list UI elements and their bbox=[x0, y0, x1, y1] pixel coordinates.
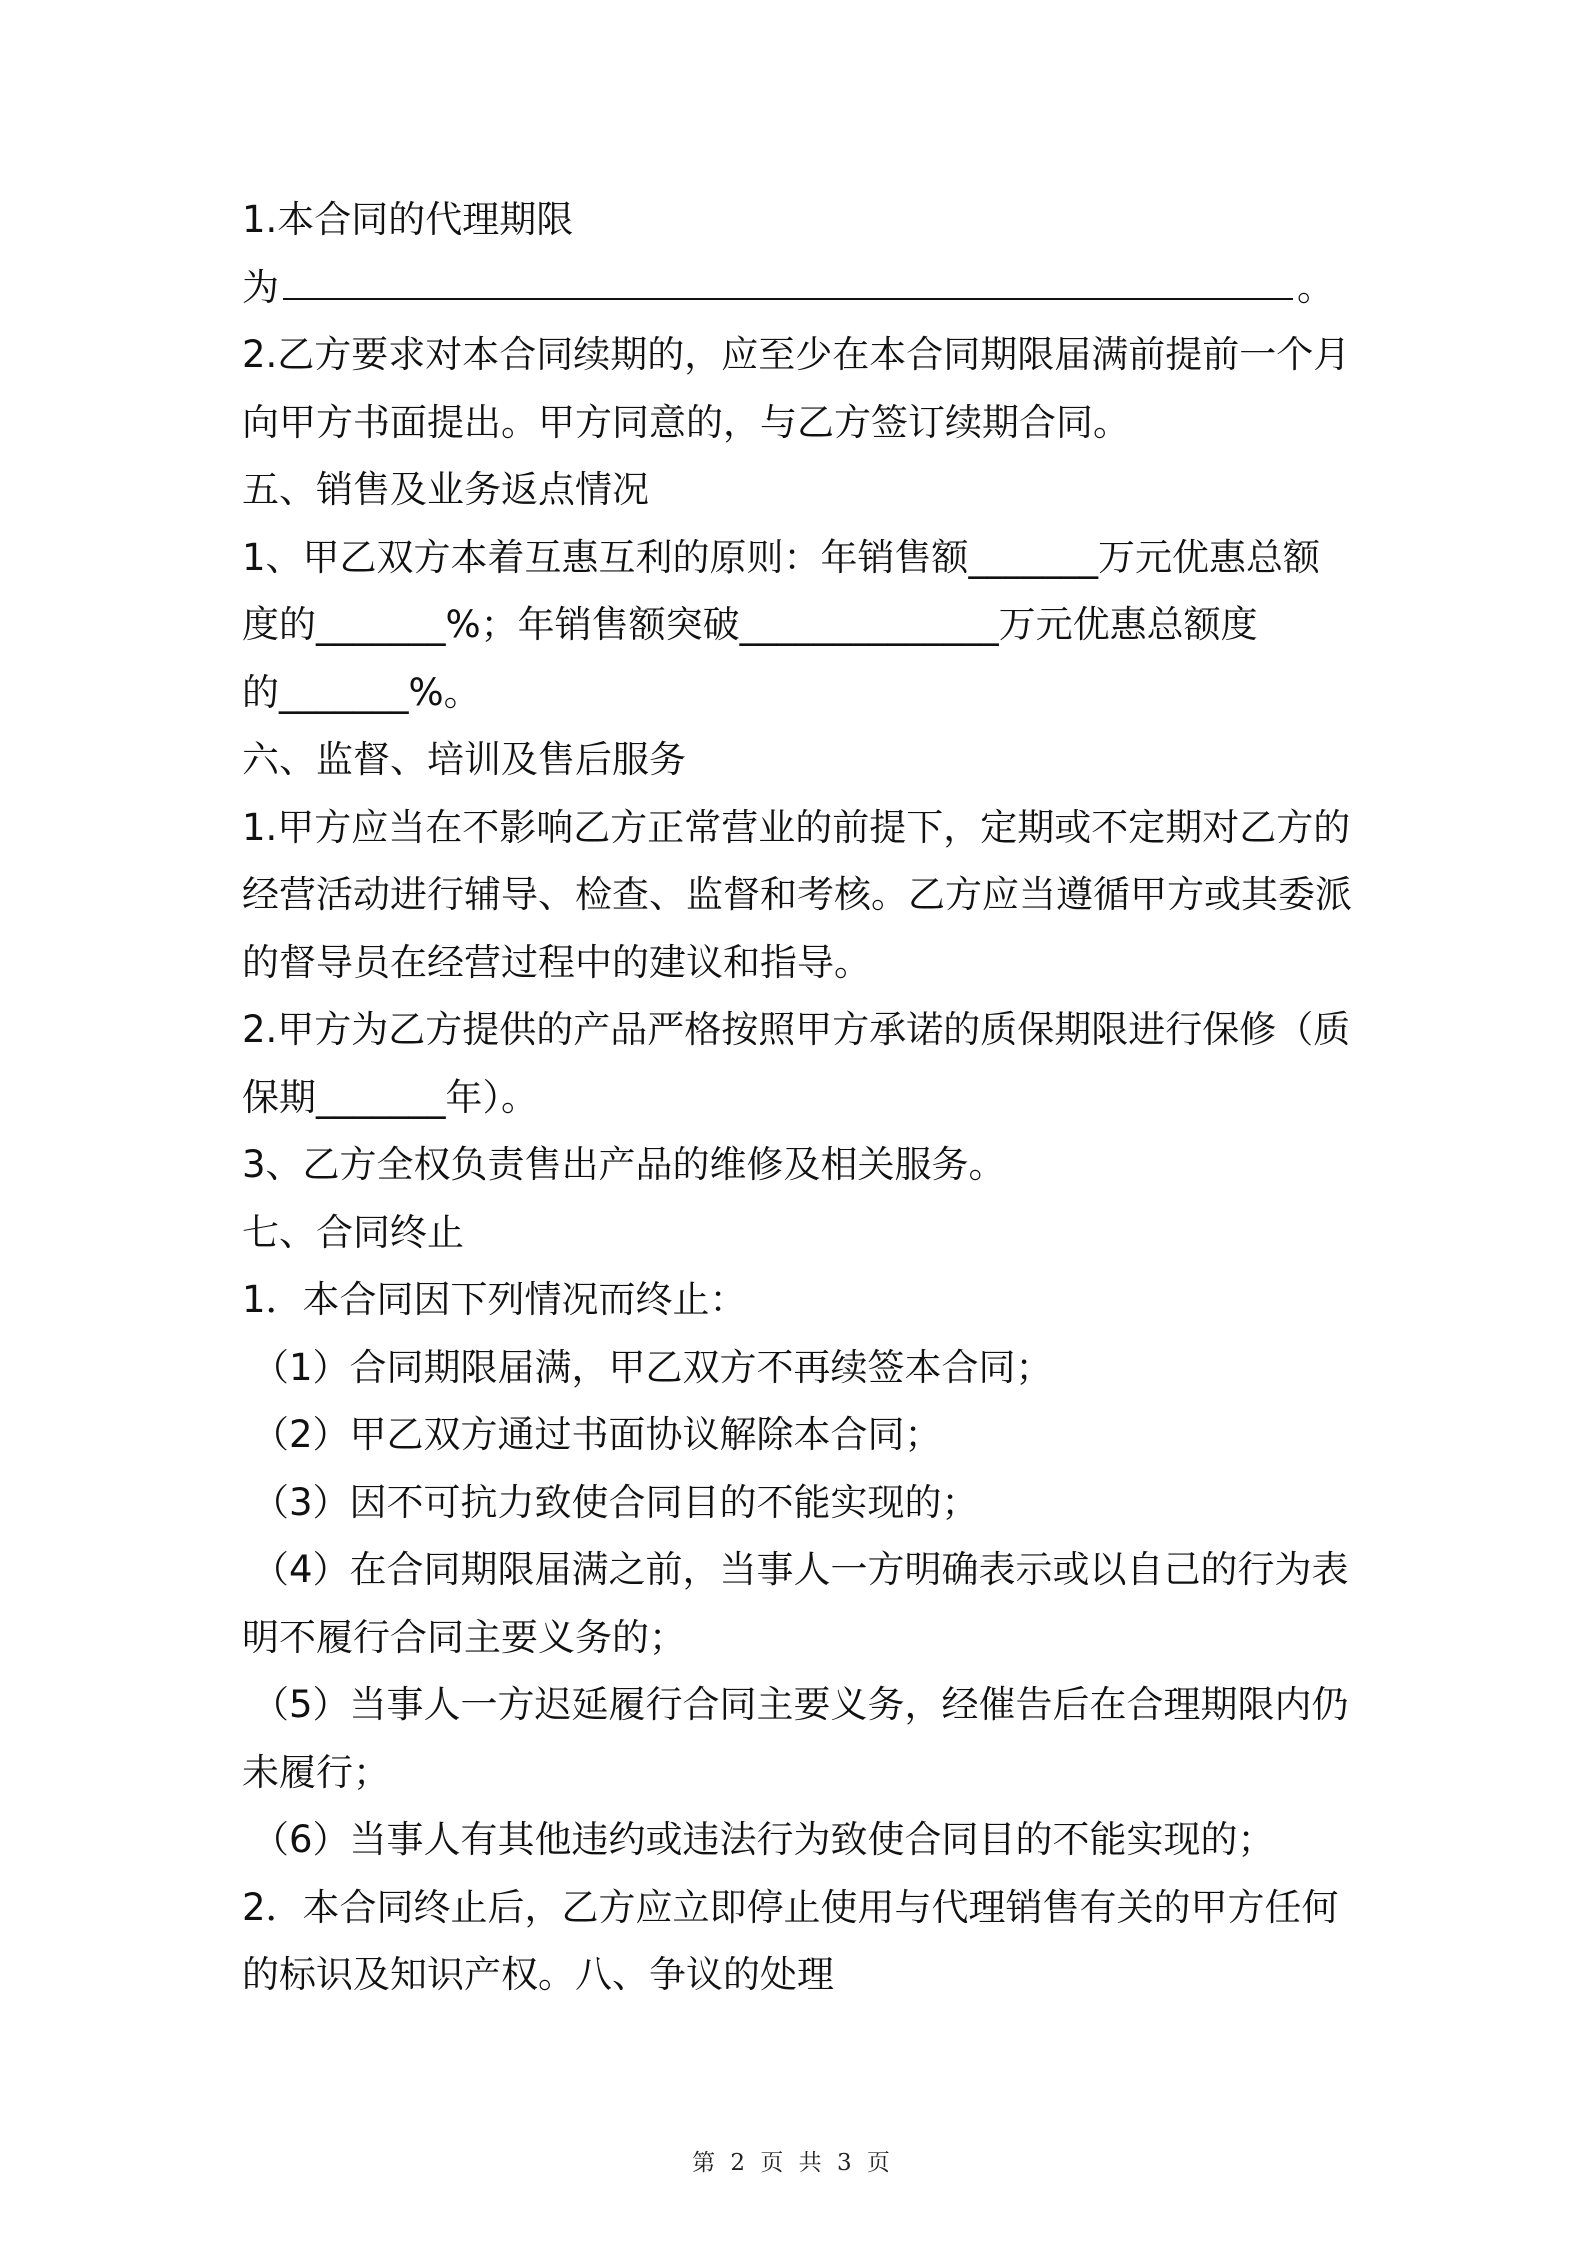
paragraph-line: 2．本合同终止后，乙方应立即停止使用与代理销售有关的甲方任何 bbox=[242, 1885, 1339, 1929]
paragraph-line: 的标识及知识产权。八、争议的处理 bbox=[242, 1953, 834, 1996]
paragraph-line: 1.本合同的代理期限 bbox=[242, 198, 574, 241]
paragraph-line: 1.甲方应当在不影响乙方正常营业的前提下，定期或不定期对乙方的 bbox=[242, 805, 1351, 849]
paragraph-line: 向甲方书面提出。甲方同意的，与乙方签订续期合同。 bbox=[242, 400, 1130, 444]
paragraph-line: 1．本合同因下列情况而终止： bbox=[242, 1278, 747, 1321]
paragraph-line: 未履行； bbox=[242, 1750, 390, 1794]
paragraph-line: 的督导员在经营过程中的建议和指导。 bbox=[242, 940, 871, 984]
document-body bbox=[242, 186, 1362, 2009]
list-item: （5）当事人一方迟延履行合同主要义务，经催告后在合理期限内仍 bbox=[252, 1683, 1349, 1726]
list-item: （1）合同期限届满，甲乙双方不再续签本合同； bbox=[252, 1345, 1053, 1389]
paragraph-line: 明不履行合同主要义务的； bbox=[242, 1615, 686, 1659]
page-number-footer: 第 2 页 共 3 页 bbox=[692, 2150, 894, 2176]
section-heading: 七、合同终止 bbox=[242, 1210, 464, 1254]
section-heading: 六、监督、培训及售后服务 bbox=[242, 738, 686, 781]
paragraph-line: 2.乙方要求对本合同续期的，应至少在本合同期限届满前提前一个月 bbox=[242, 333, 1351, 376]
list-item: （2）甲乙双方通过书面协议解除本合同； bbox=[252, 1413, 942, 1456]
list-item: （6）当事人有其他违约或违法行为致使合同目的不能实现的； bbox=[252, 1818, 1275, 1861]
paragraph-line: 度的_______%；年销售额突破______________万元优惠总额度 bbox=[242, 603, 1258, 646]
paragraph-line: 2.甲方为乙方提供的产品严格按照甲方承诺的质保期限进行保修（质 bbox=[242, 1008, 1351, 1051]
paragraph-line: 的_______%。 bbox=[242, 670, 481, 714]
paragraph-line: 保期_______年）。 bbox=[242, 1075, 538, 1119]
blank-underline bbox=[283, 254, 1293, 300]
paragraph-line-fill-blank bbox=[242, 254, 1362, 322]
section-heading: 五、销售及业务返点情况 bbox=[242, 468, 649, 511]
line-prefix: 为 bbox=[242, 265, 279, 309]
paragraph-line: 3、乙方全权负责售出产品的维修及相关服务。 bbox=[242, 1143, 1006, 1186]
paragraph-line: 1、甲乙双方本着互惠互利的原则：年销售额_______万元优惠总额 bbox=[242, 535, 1321, 579]
paragraph-line: 经营活动进行辅导、检查、监督和考核。乙方应当遵循甲方或其委派 bbox=[242, 873, 1352, 916]
line-suffix: 。 bbox=[1297, 265, 1334, 309]
list-item: （3）因不可抗力致使合同目的不能实现的； bbox=[252, 1480, 979, 1524]
list-item: （4）在合同期限届满之前，当事人一方明确表示或以自己的行为表 bbox=[252, 1548, 1349, 1591]
